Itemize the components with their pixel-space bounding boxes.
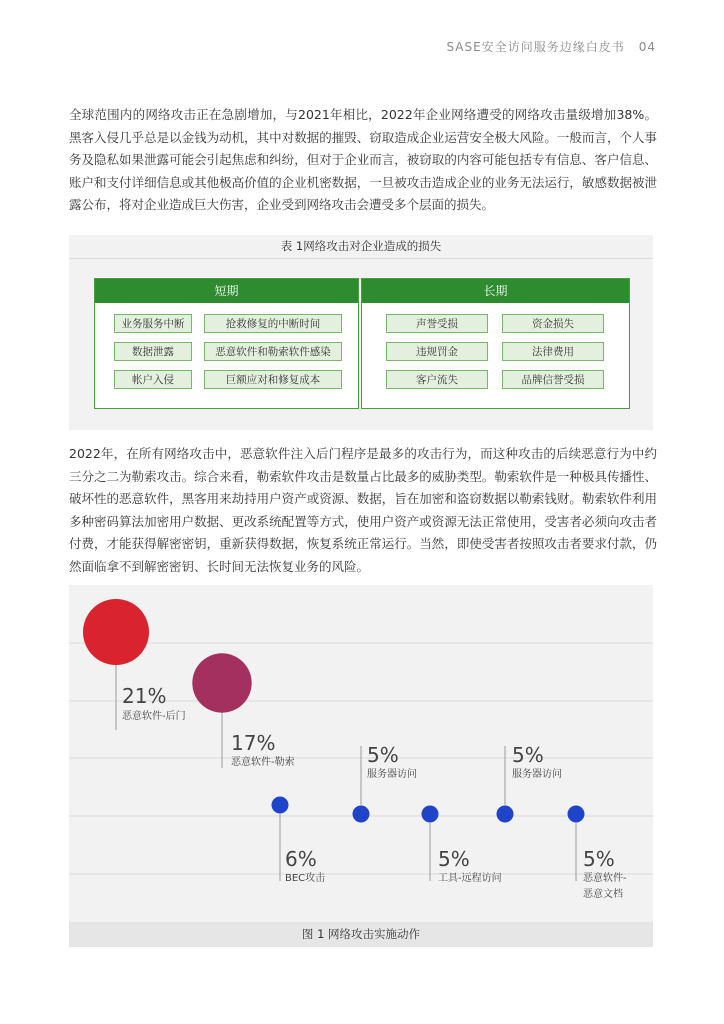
value-label-server-access-1: 5% bbox=[367, 743, 399, 767]
value-label-bec: 6% bbox=[285, 847, 317, 871]
figure-caption: 图 1 网络攻击实施动作 bbox=[69, 922, 653, 947]
bubble-6 bbox=[568, 806, 585, 823]
page-number: 04 bbox=[638, 40, 656, 54]
value-label-malicious-doc: 5% bbox=[583, 847, 615, 871]
table-title: 表 1网络攻击对企业造成的损失 bbox=[69, 235, 653, 259]
long-item-brand-damage: 品牌信誉受损 bbox=[502, 370, 604, 389]
category-label-malicious-doc-line2: 恶意文档 bbox=[583, 889, 623, 900]
header-title: SASE安全访问服务边缘白皮书 bbox=[446, 40, 625, 54]
category-label-remote-tool: 工具-远程访问 bbox=[438, 873, 502, 884]
long-item-fines: 违规罚金 bbox=[386, 342, 488, 361]
short-term-panel bbox=[94, 278, 359, 409]
bubble-3 bbox=[353, 806, 370, 823]
bubble-1 bbox=[192, 653, 251, 712]
short-item-data-leak: 数据泄露 bbox=[114, 342, 192, 361]
category-label-bec: BEC攻击 bbox=[285, 873, 326, 884]
short-item-account-compromise: 帐户入侵 bbox=[114, 370, 192, 389]
short-term-header: 短期 bbox=[95, 279, 358, 303]
chart-stems bbox=[116, 665, 576, 881]
value-label-remote-tool: 5% bbox=[438, 847, 470, 871]
bubble-chart bbox=[69, 585, 653, 922]
long-item-customer-churn: 客户流失 bbox=[386, 370, 488, 389]
category-label-server-access-2: 服务器访问 bbox=[512, 769, 562, 780]
long-item-reputation: 声誉受损 bbox=[386, 314, 488, 333]
paragraph-intro: 全球范围内的网络攻击正在急剧增加，与2021年相比，2022年企业网络遭受的网络攻击量级增加38%。黑客入侵几乎总是以金钱为动机，其中对数据的摧毁、窃取造成企业运营安全极大风险。一般而言，个人事务及隐私如果泄露可能会引起焦虑和纠纷，但对于企业而言，被窃取的内容可能包括专有信息、客户信息、账户和支付详细信息或其他极高价值的企业机密数据，一旦被攻击造成企业的业务无法运行，敏感数据被泄露公布，将对企业造成巨大伤害，企业受到网络攻击会遭受多个层面的损失。 bbox=[69, 107, 657, 212]
short-item-business-interruption: 业务服务中断 bbox=[114, 314, 192, 333]
long-item-legal-fees: 法律费用 bbox=[502, 342, 604, 361]
loss-table-figure bbox=[69, 235, 653, 430]
short-item-malware-infection: 恶意软件和勒索软件感染 bbox=[204, 342, 342, 361]
category-label-malicious-doc-line1: 恶意软件- bbox=[583, 873, 627, 884]
category-label-backdoor: 恶意软件-后门 bbox=[122, 711, 186, 722]
bubble-0 bbox=[83, 599, 149, 665]
value-label-server-access-2: 5% bbox=[512, 743, 544, 767]
long-term-panel bbox=[361, 278, 630, 409]
bubble-2 bbox=[272, 797, 289, 814]
bubble-5 bbox=[497, 806, 514, 823]
bubble-4 bbox=[422, 806, 439, 823]
page-header bbox=[446, 38, 656, 55]
short-item-response-cost: 巨额应对和修复成本 bbox=[204, 370, 342, 389]
value-label-ransom: 17% bbox=[231, 731, 276, 755]
value-label-backdoor: 21% bbox=[122, 684, 167, 708]
long-term-header: 长期 bbox=[362, 279, 629, 303]
category-label-ransom: 恶意软件-勒索 bbox=[231, 757, 295, 768]
short-item-recovery-downtime: 抢救修复的中断时间 bbox=[204, 314, 342, 333]
category-label-server-access-1: 服务器访问 bbox=[367, 769, 417, 780]
paragraph-ransomware: 2022年，在所有网络攻击中，恶意软件注入后门程序是最多的攻击行为，而这种攻击的后续恶意行为中约三分之二为勒索攻击。综合来看，勒索软件攻击是数量占比最多的威胁类型。勒索软件是一种极具传播性、破坏性的恶意软件，黑客用来劫持用户资产或资源、数据，旨在加密和盗窃数据以勒索钱财。勒索软件利用多种密码算法加密用户数据、更改系统配置等方式，使用户资产或资源无法正常使用，受害者必须向攻击者付费，才能获得解密密钥，重新获得数据，恢复系统正常运行。当然，即使受害者按照攻击者要求付款，仍然面临拿不到解密密钥、长时间无法恢复业务的风险。 bbox=[69, 446, 657, 574]
long-item-financial-loss: 资金损失 bbox=[502, 314, 604, 333]
attack-actions-figure bbox=[69, 585, 653, 947]
